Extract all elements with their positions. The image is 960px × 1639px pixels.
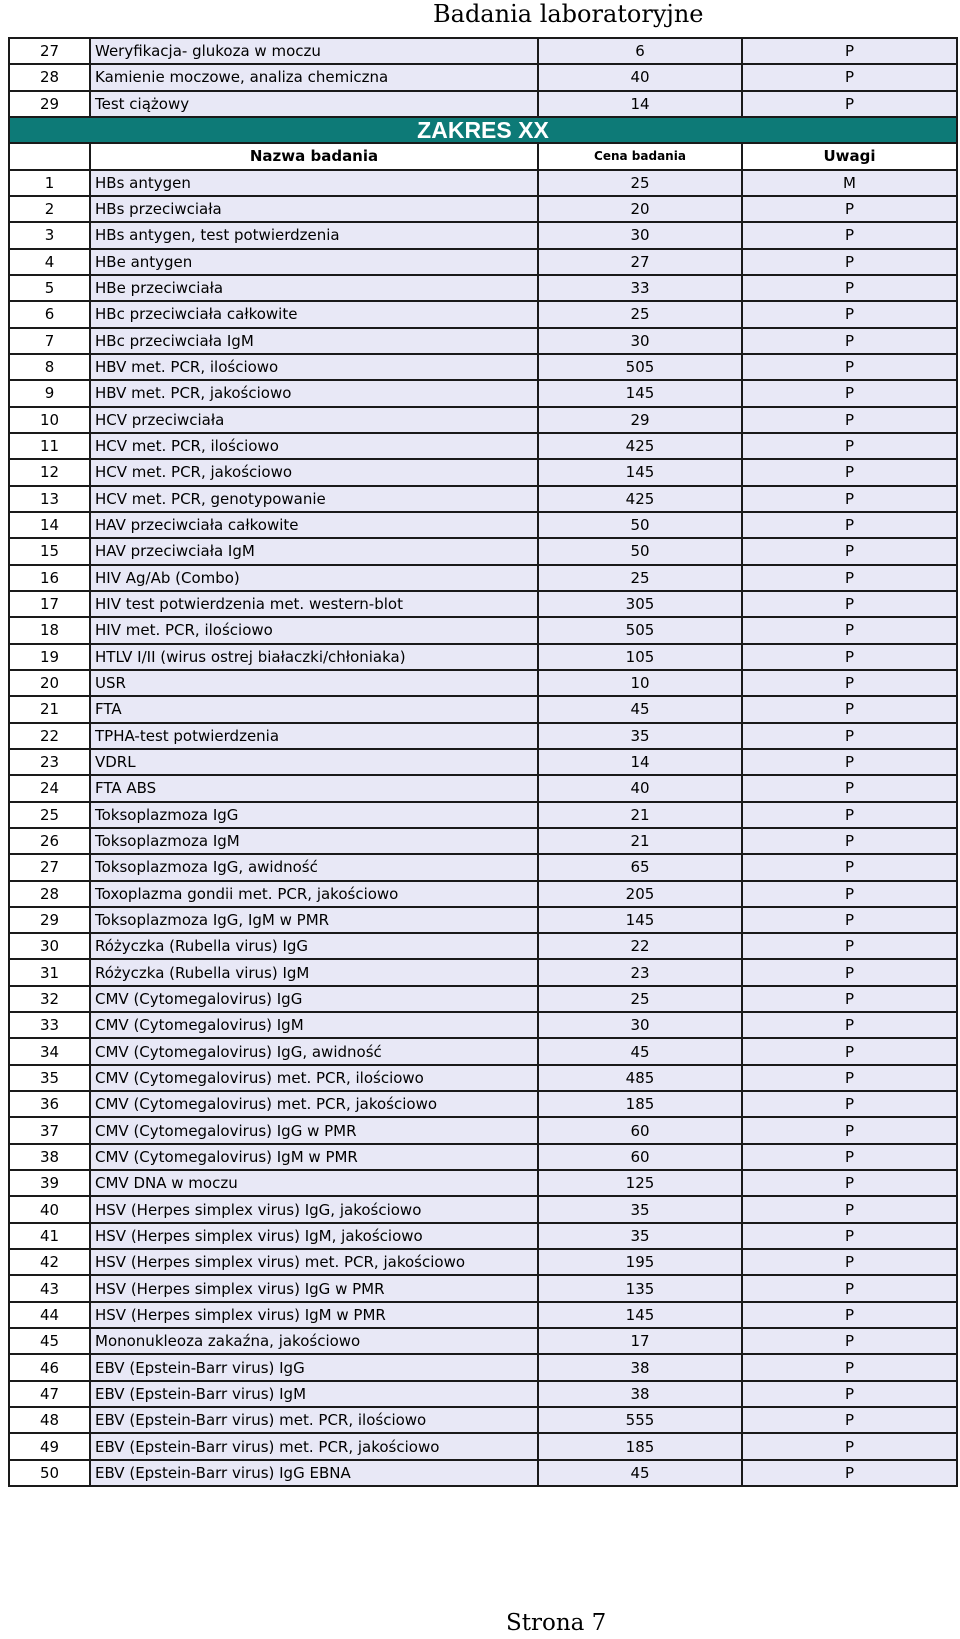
test-note: P <box>742 354 957 380</box>
test-name: HSV (Herpes simplex virus) IgG, jakościowo <box>90 1196 538 1222</box>
test-name: HSV (Herpes simplex virus) IgM, jakościowo <box>90 1223 538 1249</box>
table-row <box>9 1302 957 1328</box>
section-header <box>9 117 957 170</box>
test-price: 125 <box>538 1170 742 1196</box>
test-price: 505 <box>538 617 742 643</box>
test-name: HCV przeciwciała <box>90 407 538 433</box>
test-price: 22 <box>538 933 742 959</box>
test-note: P <box>742 828 957 854</box>
test-price: 45 <box>538 1038 742 1064</box>
test-name: HBV met. PCR, ilościowo <box>90 354 538 380</box>
table-row <box>9 696 957 722</box>
row-number: 28 <box>9 64 90 90</box>
test-name: FTA ABS <box>90 775 538 801</box>
column-header-price: Cena badania <box>538 143 742 169</box>
test-note: P <box>742 407 957 433</box>
test-name: Różyczka (Rubella virus) IgG <box>90 933 538 959</box>
row-number: 37 <box>9 1117 90 1143</box>
row-number: 18 <box>9 617 90 643</box>
test-name: EBV (Epstein-Barr virus) met. PCR, jakościowo <box>90 1433 538 1459</box>
row-number: 49 <box>9 1433 90 1459</box>
test-name: CMV (Cytomegalovirus) IgM <box>90 1012 538 1038</box>
test-note: P <box>742 64 957 90</box>
table-row <box>9 1117 957 1143</box>
test-name: HBe antygen <box>90 249 538 275</box>
test-note: P <box>742 91 957 117</box>
row-number: 47 <box>9 1381 90 1407</box>
row-number: 48 <box>9 1407 90 1433</box>
test-name: CMV (Cytomegalovirus) met. PCR, ilościowo <box>90 1065 538 1091</box>
test-price: 185 <box>538 1433 742 1459</box>
test-note: P <box>742 1091 957 1117</box>
table-row <box>9 775 957 801</box>
row-number: 4 <box>9 249 90 275</box>
row-number: 10 <box>9 407 90 433</box>
table-row <box>9 749 957 775</box>
test-note: P <box>742 512 957 538</box>
test-name: CMV (Cytomegalovirus) IgG w PMR <box>90 1117 538 1143</box>
table-row <box>9 1170 957 1196</box>
test-note: P <box>742 1223 957 1249</box>
test-price: 6 <box>538 38 742 64</box>
row-number: 35 <box>9 1065 90 1091</box>
test-name: HCV met. PCR, jakościowo <box>90 459 538 485</box>
test-name: HAV przeciwciała IgM <box>90 538 538 564</box>
test-note: P <box>742 933 957 959</box>
table-row <box>9 591 957 617</box>
test-note: P <box>742 433 957 459</box>
test-price: 25 <box>538 986 742 1012</box>
test-note: P <box>742 1065 957 1091</box>
test-name: HBe przeciwciała <box>90 275 538 301</box>
test-name: CMV DNA w moczu <box>90 1170 538 1196</box>
table-row <box>9 986 957 1012</box>
test-price: 25 <box>538 565 742 591</box>
column-header-name: Nazwa badania <box>90 143 538 169</box>
table-row <box>9 512 957 538</box>
table-row <box>9 301 957 327</box>
test-name: Toksoplazmoza IgG <box>90 802 538 828</box>
table-row <box>9 1038 957 1064</box>
test-name: Różyczka (Rubella virus) IgM <box>90 959 538 985</box>
test-note: P <box>742 591 957 617</box>
row-number: 40 <box>9 1196 90 1222</box>
test-note: P <box>742 1038 957 1064</box>
test-name: HBs antygen <box>90 170 538 196</box>
test-name: HBs antygen, test potwierdzenia <box>90 222 538 248</box>
row-number: 50 <box>9 1460 90 1486</box>
test-name: HBc przeciwciała IgM <box>90 328 538 354</box>
row-number: 32 <box>9 986 90 1012</box>
test-price: 25 <box>538 170 742 196</box>
table-row <box>9 933 957 959</box>
test-name: HBc przeciwciała całkowite <box>90 301 538 327</box>
row-number: 21 <box>9 696 90 722</box>
test-name: HSV (Herpes simplex virus) IgM w PMR <box>90 1302 538 1328</box>
test-note: P <box>742 459 957 485</box>
test-price: 145 <box>538 907 742 933</box>
table-row <box>9 170 957 196</box>
test-note: P <box>742 565 957 591</box>
row-number: 5 <box>9 275 90 301</box>
test-name: Test ciążowy <box>90 91 538 117</box>
row-number: 3 <box>9 222 90 248</box>
test-name: CMV (Cytomegalovirus) IgM w PMR <box>90 1144 538 1170</box>
test-note: P <box>742 696 957 722</box>
test-price: 27 <box>538 249 742 275</box>
test-note: P <box>742 1460 957 1486</box>
test-price: 195 <box>538 1249 742 1275</box>
table-row <box>9 91 957 117</box>
test-price: 425 <box>538 433 742 459</box>
lab-tests-table <box>8 37 958 1487</box>
row-number: 27 <box>9 854 90 880</box>
row-number: 31 <box>9 959 90 985</box>
table-row <box>9 565 957 591</box>
test-name: Toksoplazmoza IgG, IgM w PMR <box>90 907 538 933</box>
test-price: 135 <box>538 1275 742 1301</box>
row-number: 7 <box>9 328 90 354</box>
row-number: 6 <box>9 301 90 327</box>
test-name: Toxoplazma gondii met. PCR, jakościowo <box>90 881 538 907</box>
table-row <box>9 907 957 933</box>
row-number: 2 <box>9 196 90 222</box>
range-xx-rows <box>9 170 957 1486</box>
test-name: TPHA-test potwierdzenia <box>90 723 538 749</box>
test-note: P <box>742 1381 957 1407</box>
table-row <box>9 249 957 275</box>
test-price: 35 <box>538 1223 742 1249</box>
table-row <box>9 723 957 749</box>
row-number: 28 <box>9 881 90 907</box>
test-note: P <box>742 38 957 64</box>
page-header <box>0 0 960 32</box>
test-price: 145 <box>538 459 742 485</box>
test-price: 50 <box>538 538 742 564</box>
table-row <box>9 407 957 433</box>
test-name: Weryfikacja- glukoza w moczu <box>90 38 538 64</box>
row-number: 13 <box>9 486 90 512</box>
row-number: 22 <box>9 723 90 749</box>
table-row <box>9 38 957 64</box>
test-note: P <box>742 1354 957 1380</box>
test-price: 33 <box>538 275 742 301</box>
table-row <box>9 1223 957 1249</box>
test-note: P <box>742 249 957 275</box>
table-row <box>9 486 957 512</box>
table-row <box>9 1091 957 1117</box>
test-note: P <box>742 222 957 248</box>
test-note: P <box>742 854 957 880</box>
test-name: CMV (Cytomegalovirus) IgG <box>90 986 538 1012</box>
row-number: 15 <box>9 538 90 564</box>
table-row <box>9 1275 957 1301</box>
table-row <box>9 802 957 828</box>
row-number: 23 <box>9 749 90 775</box>
page-number: Strona 7 <box>506 1610 607 1636</box>
row-number: 34 <box>9 1038 90 1064</box>
test-price: 40 <box>538 775 742 801</box>
table-row <box>9 1407 957 1433</box>
test-price: 205 <box>538 881 742 907</box>
row-number: 39 <box>9 1170 90 1196</box>
row-number: 19 <box>9 644 90 670</box>
table-row <box>9 1144 957 1170</box>
table-row <box>9 380 957 406</box>
section-title: ZAKRES XX <box>9 117 957 143</box>
test-name: HIV met. PCR, ilościowo <box>90 617 538 643</box>
row-number: 46 <box>9 1354 90 1380</box>
test-name: EBV (Epstein-Barr virus) met. PCR, ilościowo <box>90 1407 538 1433</box>
test-price: 105 <box>538 644 742 670</box>
test-name: HSV (Herpes simplex virus) IgG w PMR <box>90 1275 538 1301</box>
test-price: 145 <box>538 380 742 406</box>
page-title: Badania laboratoryjne <box>433 0 704 28</box>
test-name: Toksoplazmoza IgG, awidność <box>90 854 538 880</box>
test-note: P <box>742 959 957 985</box>
test-note: P <box>742 881 957 907</box>
test-price: 185 <box>538 1091 742 1117</box>
test-price: 145 <box>538 1302 742 1328</box>
table-row <box>9 1328 957 1354</box>
table-row <box>9 1012 957 1038</box>
row-number: 25 <box>9 802 90 828</box>
table-row <box>9 354 957 380</box>
table-row <box>9 459 957 485</box>
test-name: Mononukleoza zakaźna, jakościowo <box>90 1328 538 1354</box>
test-name: HCV met. PCR, ilościowo <box>90 433 538 459</box>
test-name: HAV przeciwciała całkowite <box>90 512 538 538</box>
test-price: 17 <box>538 1328 742 1354</box>
row-number: 36 <box>9 1091 90 1117</box>
test-price: 14 <box>538 749 742 775</box>
test-price: 20 <box>538 196 742 222</box>
test-price: 485 <box>538 1065 742 1091</box>
test-name: VDRL <box>90 749 538 775</box>
row-number: 29 <box>9 91 90 117</box>
table-row <box>9 644 957 670</box>
table-row <box>9 1196 957 1222</box>
row-number: 33 <box>9 1012 90 1038</box>
test-note: P <box>742 1249 957 1275</box>
row-number: 41 <box>9 1223 90 1249</box>
table-row <box>9 959 957 985</box>
test-price: 45 <box>538 696 742 722</box>
test-name: HSV (Herpes simplex virus) met. PCR, jakościowo <box>90 1249 538 1275</box>
test-price: 29 <box>538 407 742 433</box>
row-number: 14 <box>9 512 90 538</box>
test-price: 14 <box>538 91 742 117</box>
test-note: P <box>742 1328 957 1354</box>
test-name: HTLV I/II (wirus ostrej białaczki/chłoniaka) <box>90 644 538 670</box>
table-row <box>9 1065 957 1091</box>
test-name: HBV met. PCR, jakościowo <box>90 380 538 406</box>
test-name: CMV (Cytomegalovirus) IgG, awidność <box>90 1038 538 1064</box>
section-title-row <box>9 117 957 143</box>
test-name: HBs przeciwciała <box>90 196 538 222</box>
row-number: 30 <box>9 933 90 959</box>
test-note: P <box>742 486 957 512</box>
test-price: 505 <box>538 354 742 380</box>
test-price: 23 <box>538 959 742 985</box>
table-row <box>9 1249 957 1275</box>
test-price: 35 <box>538 1196 742 1222</box>
previous-range-rows <box>9 38 957 117</box>
test-price: 21 <box>538 802 742 828</box>
row-number: 27 <box>9 38 90 64</box>
test-note: P <box>742 196 957 222</box>
test-note: P <box>742 644 957 670</box>
test-note: P <box>742 328 957 354</box>
row-number: 24 <box>9 775 90 801</box>
test-price: 21 <box>538 828 742 854</box>
test-name: Toksoplazmoza IgM <box>90 828 538 854</box>
test-note: P <box>742 907 957 933</box>
test-note: P <box>742 749 957 775</box>
test-note: P <box>742 670 957 696</box>
test-note: P <box>742 986 957 1012</box>
test-note: P <box>742 802 957 828</box>
table-row <box>9 670 957 696</box>
test-price: 305 <box>538 591 742 617</box>
table-row <box>9 275 957 301</box>
row-number: 9 <box>9 380 90 406</box>
table-row <box>9 1433 957 1459</box>
test-price: 25 <box>538 301 742 327</box>
row-number: 45 <box>9 1328 90 1354</box>
test-note: P <box>742 1170 957 1196</box>
test-price: 425 <box>538 486 742 512</box>
test-price: 30 <box>538 1012 742 1038</box>
row-number: 11 <box>9 433 90 459</box>
test-price: 60 <box>538 1144 742 1170</box>
table-row <box>9 1460 957 1486</box>
test-note: P <box>742 775 957 801</box>
table-row <box>9 433 957 459</box>
table-row <box>9 1381 957 1407</box>
test-name: USR <box>90 670 538 696</box>
test-price: 50 <box>538 512 742 538</box>
test-note: P <box>742 538 957 564</box>
test-note: P <box>742 1117 957 1143</box>
table-row <box>9 1354 957 1380</box>
test-price: 45 <box>538 1460 742 1486</box>
test-name: Kamienie moczowe, analiza chemiczna <box>90 64 538 90</box>
test-note: P <box>742 617 957 643</box>
test-price: 30 <box>538 222 742 248</box>
test-name: HCV met. PCR, genotypowanie <box>90 486 538 512</box>
test-price: 30 <box>538 328 742 354</box>
test-note: P <box>742 1275 957 1301</box>
test-note: P <box>742 380 957 406</box>
table-row <box>9 328 957 354</box>
test-price: 35 <box>538 723 742 749</box>
test-note: P <box>742 723 957 749</box>
column-header-number <box>9 143 90 169</box>
test-name: HIV test potwierdzenia met. western-blot <box>90 591 538 617</box>
row-number: 16 <box>9 565 90 591</box>
column-header-row <box>9 143 957 169</box>
row-number: 1 <box>9 170 90 196</box>
test-price: 65 <box>538 854 742 880</box>
test-name: EBV (Epstein-Barr virus) IgM <box>90 1381 538 1407</box>
test-name: EBV (Epstein-Barr virus) IgG EBNA <box>90 1460 538 1486</box>
test-price: 555 <box>538 1407 742 1433</box>
row-number: 43 <box>9 1275 90 1301</box>
test-note: P <box>742 1144 957 1170</box>
table-row <box>9 854 957 880</box>
test-price: 38 <box>538 1354 742 1380</box>
test-note: P <box>742 1196 957 1222</box>
table-row <box>9 828 957 854</box>
row-number: 20 <box>9 670 90 696</box>
row-number: 44 <box>9 1302 90 1328</box>
test-price: 40 <box>538 64 742 90</box>
test-price: 10 <box>538 670 742 696</box>
table-row <box>9 881 957 907</box>
column-header-notes: Uwagi <box>742 143 957 169</box>
test-note: P <box>742 1407 957 1433</box>
test-note: P <box>742 1433 957 1459</box>
test-note: P <box>742 275 957 301</box>
test-price: 60 <box>538 1117 742 1143</box>
test-name: EBV (Epstein-Barr virus) IgG <box>90 1354 538 1380</box>
test-note: P <box>742 301 957 327</box>
table-row <box>9 64 957 90</box>
table-row <box>9 538 957 564</box>
row-number: 26 <box>9 828 90 854</box>
test-note: M <box>742 170 957 196</box>
test-price: 38 <box>538 1381 742 1407</box>
table-row <box>9 196 957 222</box>
test-name: FTA <box>90 696 538 722</box>
test-name: CMV (Cytomegalovirus) met. PCR, jakościowo <box>90 1091 538 1117</box>
test-note: P <box>742 1302 957 1328</box>
row-number: 29 <box>9 907 90 933</box>
test-name: HIV Ag/Ab (Combo) <box>90 565 538 591</box>
test-note: P <box>742 1012 957 1038</box>
row-number: 17 <box>9 591 90 617</box>
row-number: 12 <box>9 459 90 485</box>
row-number: 8 <box>9 354 90 380</box>
row-number: 38 <box>9 1144 90 1170</box>
row-number: 42 <box>9 1249 90 1275</box>
table-row <box>9 617 957 643</box>
table-row <box>9 222 957 248</box>
